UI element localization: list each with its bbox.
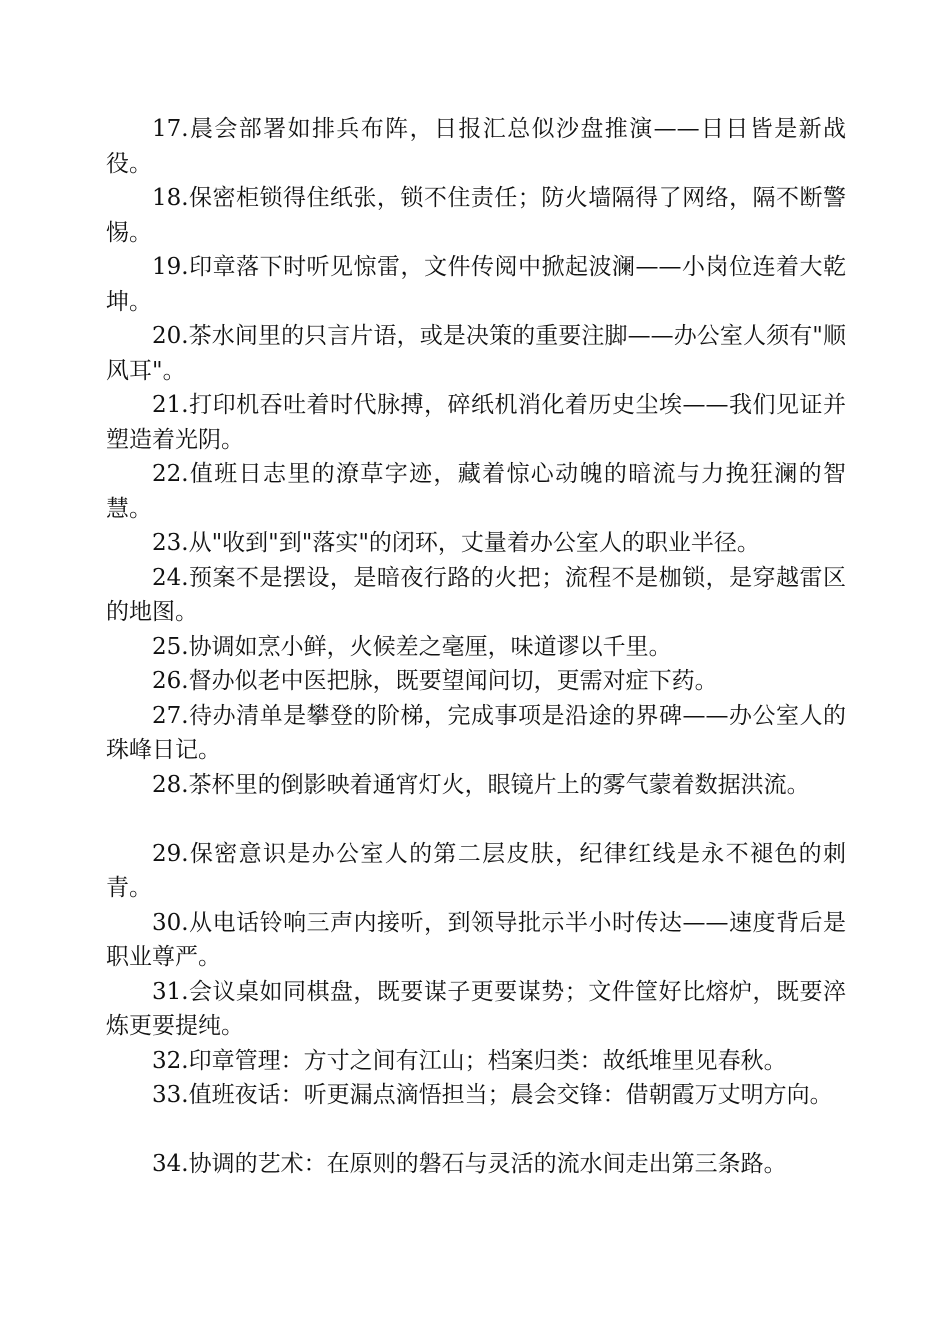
- paragraph-20: 20.茶水间里的只言片语，或是决策的重要注脚——办公室人须有"顺风耳"。: [106, 323, 846, 384]
- paragraph-23: 23.从"收到"到"落实"的闭环，丈量着办公室人的职业半径。: [152, 530, 760, 556]
- paragraph-21: 21.打印机吞吐着时代脉搏，碎纸机消化着历史尘埃——我们见证并塑造着光阴。: [106, 392, 846, 453]
- paragraph-17: 17.晨会部署如排兵布阵，日报汇总似沙盘推演——日日皆是新战役。: [106, 116, 846, 177]
- paragraph-28: 28.茶杯里的倒影映着通宵灯火，眼镜片上的雾气蒙着数据洪流。: [152, 771, 810, 798]
- paragraph-25: 25.协调如烹小鲜，火候差之毫厘，味道谬以千里。: [152, 633, 672, 660]
- paragraph-33: 33.值班夜话：听更漏点滴悟担当；晨会交锋：借朝霞万丈明方向。: [152, 1082, 833, 1108]
- paragraph-34: 34.协调的艺术：在原则的磐石与灵活的流水间走出第三条路。: [152, 1151, 787, 1177]
- paragraph-31: 31.会议桌如同棋盘，既要谋子更要谋势；文件筐好比熔炉，既要淬炼更要提纯。: [106, 978, 846, 1039]
- document-body: [106, 112, 846, 1182]
- paragraph-24: 24.预案不是摆设，是暗夜行路的火把；流程不是枷锁，是穿越雷区的地图。: [106, 564, 846, 625]
- paragraph-22: 22.值班日志里的潦草字迹，藏着惊心动魄的暗流与力挽狂澜的智慧。: [106, 461, 846, 522]
- paragraph-29: 29.保密意识是办公室人的第二层皮肤，纪律红线是永不褪色的刺青。: [106, 840, 846, 901]
- paragraph-19: 19.印章落下时听见惊雷，文件传阅中掀起波澜——小岗位连着大乾坤。: [106, 254, 846, 315]
- paragraph-26: 26.督办似老中医把脉，既要望闻问切，更需对症下药。: [152, 668, 718, 694]
- paragraph-27: 27.待办清单是攀登的阶梯，完成事项是沿途的界碑——办公室人的珠峰日记。: [106, 702, 846, 763]
- paragraph-32: 32.印章管理：方寸之间有江山；档案归类：故纸堆里见春秋。: [152, 1047, 787, 1074]
- paragraph-30: 30.从电话铃响三声内接听，到领导批示半小时传达——速度背后是职业尊严。: [106, 909, 846, 970]
- paragraph-18: 18.保密柜锁得住纸张，锁不住责任；防火墙隔得了网络，隔不断警惕。: [106, 185, 846, 246]
